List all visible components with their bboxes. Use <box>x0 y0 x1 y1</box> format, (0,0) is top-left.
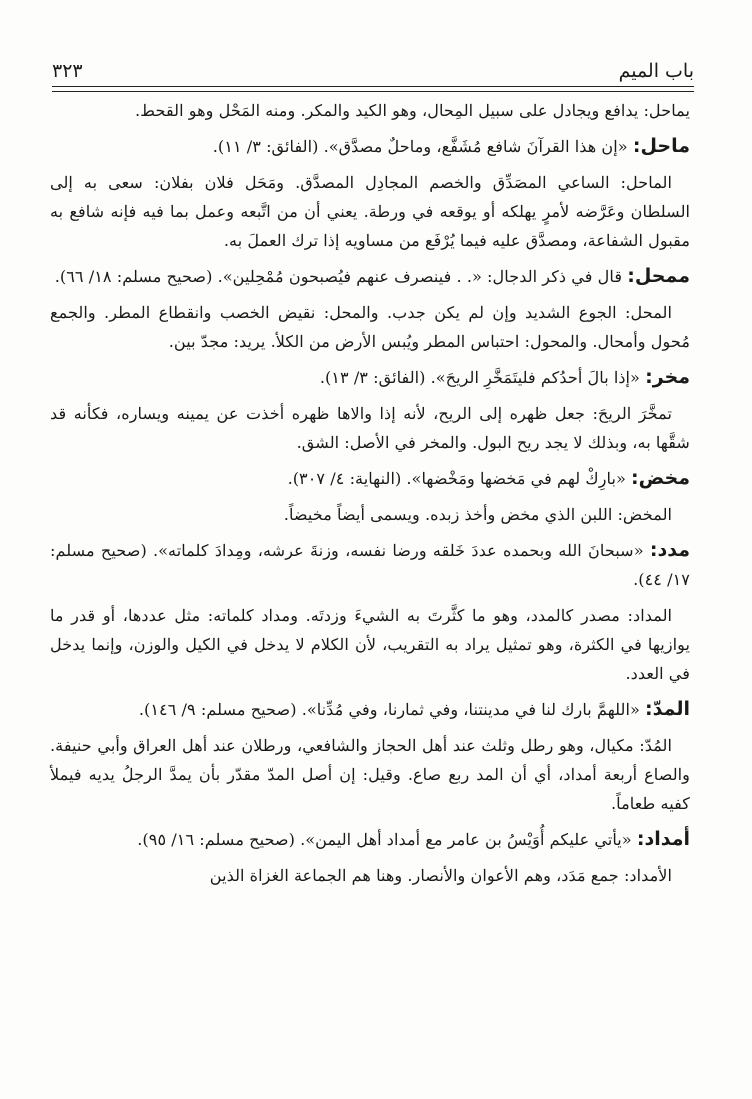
entry-paragraph <box>50 536 690 594</box>
entry-text: «إن هذا القرآنَ شافع مُشَفَّع، وماحلٌ مصدَّق». (الفائق: ٣/ ١١). <box>212 137 628 156</box>
entry-text: يماحل: يدافع ويجادل على سبيل المِحال، وهو الكيد والمكر. ومنه المَحْل وهو القحط. <box>135 101 690 120</box>
entry-text: «اللهمَّ بارك لنا في مدينتنا، وفي ثمارنا، وفي مُدِّنا». (صحيح مسلم: ٩/ ١٤٦). <box>138 700 640 719</box>
entry-paragraph <box>50 96 690 125</box>
entry-text: «إذا بالَ أحدُكم فليتَمَخَّرِ الريحَ». (الفائق: ٣/ ١٣). <box>319 368 640 387</box>
entry-paragraph <box>50 363 690 392</box>
entry-text: الأمداد: جمع مَدَد، وهم الأعوان والأنصار. وهنا هم الجماعة الغزاة الذين <box>209 866 672 885</box>
entry-headword: أمداد: <box>636 828 690 850</box>
entry-text: تمخَّرَ الريحَ: جعل ظهره إلى الريح، لأنه إذا والاها ظهره أخذت عن يمينه ويساره، فكأنه قد شقَّها به، وبذلك لا يجد ريح البول. والمخر في الأصل: الشق. <box>50 404 690 452</box>
entry-paragraph <box>50 731 690 818</box>
entry-paragraph <box>50 262 690 291</box>
entry-paragraph <box>50 132 690 161</box>
entry-text: المداد: مصدر كالمدد، وهو ما كثَّرتَ به الشيءَ وزدتَه. ومداد كلماته: مثل عددها، أو قدر ما يوازيها في الكثرة، وهو تمثيل يراد به التقريب، لأن الكلام لا يدخل في الكيل والوزن، وإنما يدخل في العدد. <box>50 606 690 683</box>
entry-text: الماحل: الساعي المصَدِّق والخصم المجادِل المصدَّق. ومَحَل فلان بفلان: سعى به إلى السلطان وعَرَّضه لأمرٍ يهلكه أو يوقعه في ورطة. يعني أن من اتَّبعه وعمل بما فيه فإنه شافع به مقبول الشفاعة، ومصدَّق عليه فيما يُرْفَع من مساويه إذا ترك العملَ به. <box>50 173 690 250</box>
entry-headword: ماحل: <box>632 135 690 157</box>
page-content <box>50 96 690 897</box>
entry-paragraph <box>50 464 690 493</box>
entry-text: «بارِكْ لهم في مَخضها ومَخْضها». (النهاية: ٤/ ٣٠٧). <box>287 469 626 488</box>
entry-text: المخض: اللبن الذي مخض وأخذ زبده. ويسمى أيضاً مخيضاً. <box>283 505 672 524</box>
entry-text: المُدّ: مكيال، وهو رطل وثلث عند أهل الحجاز والشافعي، ورطلان عند أهل العراق وأبي حنيفة. والصاع أربعة أمداد، أي أن المد ربع صاع. وقيل: إن أصل المدّ مقدّر بأن يمدَّ الرجلُ يديه فيملأ كفيه طعاماً. <box>50 736 690 813</box>
entry-paragraph <box>50 500 690 529</box>
entry-paragraph <box>50 695 690 724</box>
running-header <box>52 56 694 82</box>
entry-headword: ممحل: <box>627 265 690 287</box>
entry-text: «سبحانَ الله وبحمده عددَ خَلقه ورضا نفسه، وزنةَ عرشه، ومِدادَ كلماته». (صحيح مسلم: ١٧/ ٤٤). <box>50 541 690 589</box>
page-number: ٣٢٣ <box>52 60 83 82</box>
header-rule <box>52 86 694 87</box>
entry-paragraph <box>50 825 690 854</box>
entry-paragraph <box>50 298 690 356</box>
chapter-title: باب الميم <box>618 60 694 82</box>
entry-text: «يأتي عليكم أُوَيْسُ بن عامر مع أمداد أهل اليمن». (صحيح مسلم: ١٦/ ٩٥). <box>137 830 632 849</box>
entry-text: قال في ذكر الدجال: «. . فينصرف عنهم فيُصبحون مُمْحِلين». (صحيح مسلم: ١٨/ ٦٦). <box>54 267 623 286</box>
entry-paragraph <box>50 861 690 890</box>
entry-headword: مخر: <box>645 366 690 388</box>
entry-headword: المدّ: <box>645 698 690 720</box>
entry-headword: مدد: <box>649 539 690 561</box>
entry-headword: مخض: <box>631 467 690 489</box>
entry-text: المحل: الجوع الشديد وإن لم يكن جدب. والمحل: نقيض الخصب وانقطاع المطر. والجمع مُحول وأمحال. والمحول: احتباس المطر ويُبس الأرض من الكلأ. يريد: مجدّ بين. <box>50 303 690 351</box>
entry-paragraph <box>50 399 690 457</box>
entry-paragraph <box>50 601 690 688</box>
entry-paragraph <box>50 168 690 255</box>
header-rule-secondary <box>52 91 694 92</box>
